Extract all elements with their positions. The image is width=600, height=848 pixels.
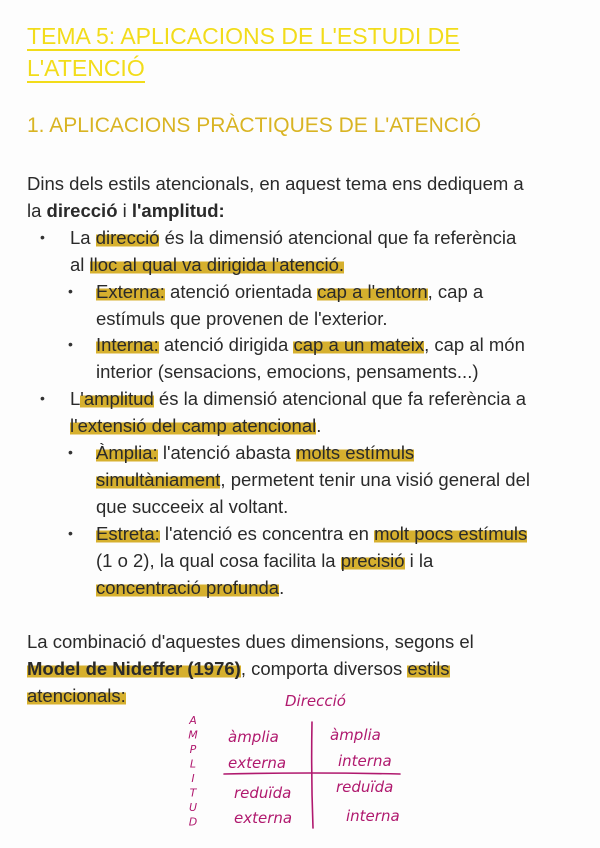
- sketch-side-letter: U: [188, 801, 198, 814]
- sketch-side-letter: T: [189, 786, 197, 800]
- amplia-line-2: simultàniament, permetent tenir una visió general del: [96, 469, 530, 490]
- sketch-cell-tr-2: interna: [338, 752, 392, 770]
- section-heading: 1. APLICACIONS PRÀCTIQUES DE L'ATENCIÓ: [27, 114, 482, 137]
- bullet-icon: •: [68, 444, 73, 460]
- intro-line-2: la direcció i l'amplitud:: [27, 200, 225, 221]
- sketch-side-letter: I: [191, 772, 195, 785]
- sketch-cell-tl-2: externa: [228, 754, 287, 772]
- sketch-cell-br-1: reduïda: [336, 778, 394, 796]
- sketch-side-letter: P: [189, 743, 197, 756]
- bullet-icon: •: [68, 336, 73, 352]
- sketch-cell-br-2: interna: [346, 807, 400, 825]
- bullet-icon: •: [68, 525, 73, 541]
- outro-line-1: La combinació d'aquestes dues dimensions, segons el: [27, 631, 474, 652]
- outro-line-3: atencionals:: [27, 685, 126, 706]
- sketch-cell-tr-1: àmplia: [330, 726, 381, 744]
- sketch-vertical-divider: [312, 722, 313, 828]
- bullet-icon: •: [40, 229, 45, 245]
- interna-line-2: interior (sensacions, emocions, pensaments...): [96, 361, 479, 382]
- bullet-icon: •: [68, 283, 73, 299]
- direccio-line-2: al lloc al qual va dirigida l'atenció.: [70, 254, 345, 275]
- sketch-cell-bl-1: reduïda: [234, 784, 292, 802]
- sketch-cell-tl-1: àmplia: [228, 728, 279, 746]
- estreta-line-3: concentració profunda.: [96, 577, 285, 598]
- sketch-side-letter: L: [189, 757, 197, 771]
- externa-line-2: estímuls que provenen de l'exterior.: [96, 308, 388, 329]
- amplia-line-3: que succeeix al voltant.: [96, 496, 289, 517]
- sketch-top-label: Direcció: [285, 692, 346, 710]
- interna-line-1: Interna: atenció dirigida cap a un mateix, cap al món: [96, 334, 525, 355]
- amplitud-line-1: L'amplitud és la dimensió atencional que fa referència a: [70, 388, 527, 409]
- amplia-line-1: Àmplia: l'atenció abasta molts estímuls: [96, 442, 415, 463]
- sketch-side-letter: M: [188, 728, 198, 742]
- amplitud-line-2: l'extensió del camp atencional.: [70, 415, 322, 436]
- estreta-line-2: (1 o 2), la qual cosa facilita la precisió i la: [96, 550, 434, 571]
- bullet-icon: •: [40, 390, 45, 406]
- estreta-line-1: Estreta: l'atenció es concentra en molt pocs estímuls: [96, 523, 528, 544]
- outro-line-2: Model de Nideffer (1976), comporta diversos estils: [27, 658, 450, 679]
- sketch-cell-bl-2: externa: [234, 809, 293, 827]
- intro-line-1: Dins dels estils atencionals, en aquest tema ens dediquem a: [27, 173, 524, 194]
- direccio-line-1: La direcció és la dimensió atencional que fa referència: [70, 227, 517, 248]
- sketch-side-letter: A: [189, 714, 197, 727]
- page-title: TEMA 5: APLICACIONS DE L'ESTUDI DE L'ATENCIÓ: [27, 23, 460, 81]
- externa-line-1: Externa: atenció orientada cap a l'entorn, cap a: [96, 281, 484, 302]
- sketch-side-letter: D: [188, 815, 198, 829]
